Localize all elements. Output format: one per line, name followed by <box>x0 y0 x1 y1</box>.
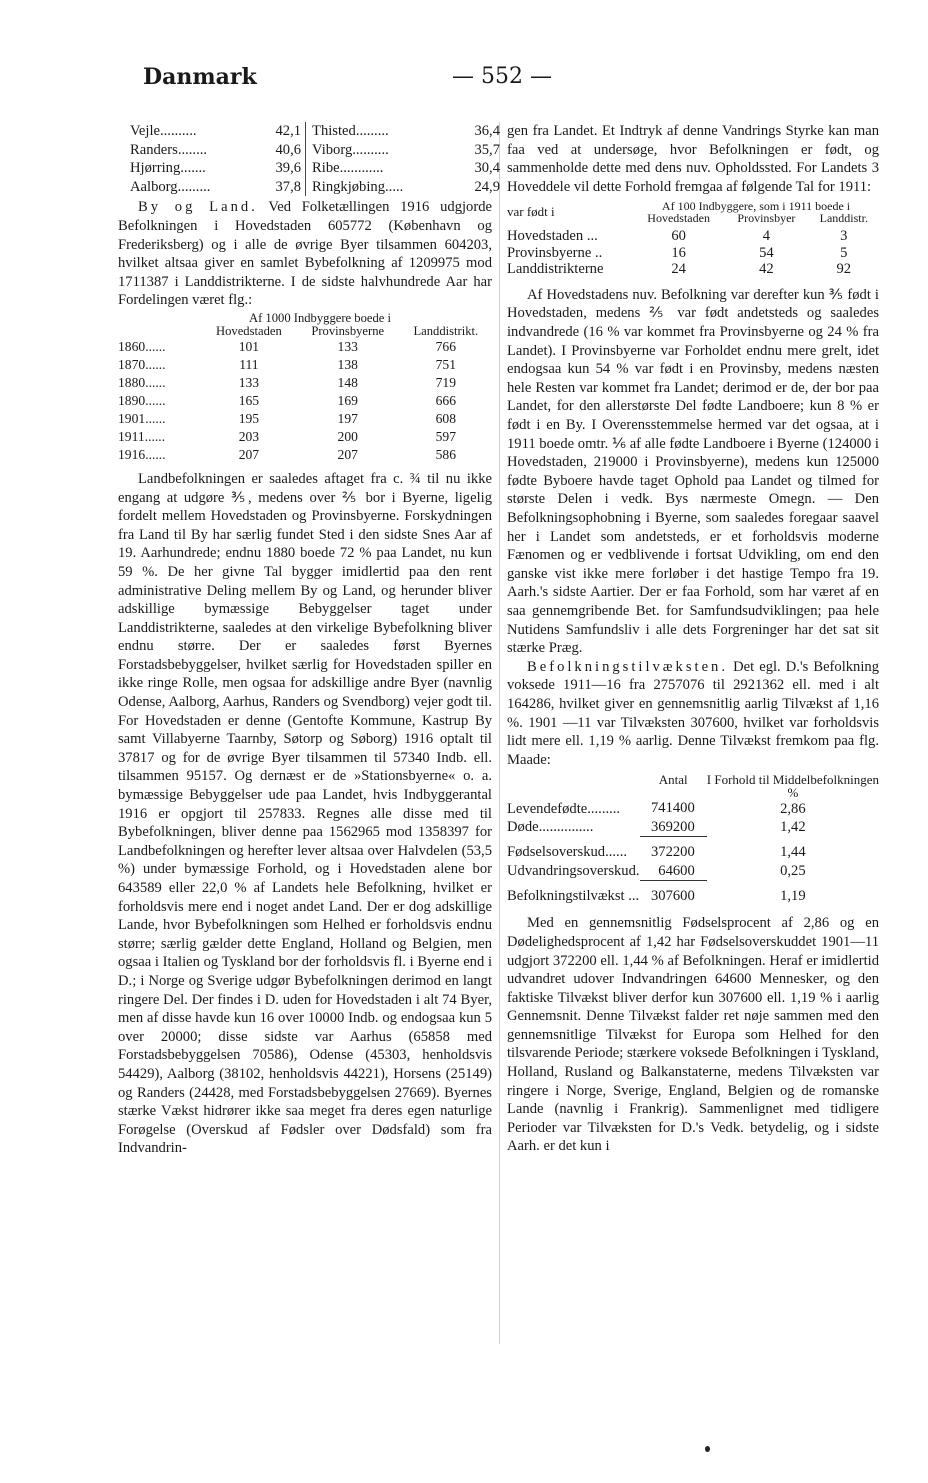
paragraph-hovedstadens: Af Hovedstadens nuv. Befolkning var derefter kun ⅗ født i Hovedstaden, medens ⅖ var født andetsteds og saaledes indvandrede (16 % var kommet fra Provinsbyerne og 24 % fra Landet). I Provinsbyerne var Forholdet endnu mere grelt, idet endogsaa kun 54 % var født i en Provinsby, medens næsten hele Resten var kommet fra Landet; derimod er de, der bor paa Landet, for den allerstørste Del fødte Landboere; kun 8 % er født i en By. I Overensstemmelse hermed var det ogsaa, at i 1911 boede omtr. ⅙ af alle fødte Landboere i Byerne (124000 i Hovedstaden, 219000 i Provinsbyerne), medens kun 125000 fødte Byboere havde taget Ophold paa Landet og tilmed for største Delen i vedk. Bys nærmeste Omegn. — Den Befolkningsophobning i Byerne, som saaledes foregaar saavel her i Landet som andetsteds, er et forholdsvis moderne Fænomen og er vedblivende i fortsat Udvikling, om end den ganske vist ikke mere forløber i det hastige Tempo fra 19. Aarh.'s sidste Aartier. Der er faa Forhold, som har været af en saa gennemgribende Bet. for Samfundsudviklingen; paa hele Nutidens Samfundsliv i alle dets Forgreninger har det sat sit stærke Præg. <box>507 286 879 657</box>
row-label: Provinsbyerne <box>507 244 592 261</box>
table-row <box>130 178 504 197</box>
row-header-label: var født i <box>507 204 555 220</box>
table-row <box>118 338 492 356</box>
table-cell: 111 <box>239 356 259 372</box>
county-name: Ribe <box>312 160 340 177</box>
leader-dots: .......... <box>160 123 197 139</box>
row-label: Fødselsoverskud <box>507 844 606 861</box>
leader-dots: ............... <box>538 819 594 836</box>
page-number: — 552 — <box>452 64 552 89</box>
table-row <box>507 881 879 906</box>
paragraph-fodselsprocent: Med en gennemsnitlig Fødselsprocent af 2,86 og en Dødelighedsprocent af 1,42 har Fødselsoverskuddet 1901—11 udgjort 372200 ell. 1,44 % af Befolkningen. Heraf er imidlertid udvandret udover Indvandringen 64600 Mennesker, og den faktiske Tilvækst bliver derfor kun 307600 ell. 1,19 % i aarlig Gennemsnit. Denne Tilvækst falder ret nøje sammen med den gennemsnitlige Tilvækst for Europa som Helhed for den tilsvarende Periode; stærkere voksede Befolkningen i Tyskland, Holland, Rusland og Balkanstaterne, medens Tilvæksten var ringere i Norge, Sverige, England, Belgien og de romanske Lande (navnlig i Frankrig). Sammenlignet med tidligere Perioder var Tilvæksten for D.'s Vedk. betydelig, og i sidste Aarh. er det kun i <box>507 915 879 1155</box>
table-cell: 1,42 <box>780 819 806 836</box>
leader-dots: ...... <box>145 338 166 354</box>
county-name: Vejle <box>130 123 160 139</box>
column-header: Hovedstaden <box>216 323 282 338</box>
growth-table <box>507 773 879 906</box>
leader-dots: ...... <box>144 428 166 444</box>
leader-dots: . <box>635 863 640 880</box>
county-name: Viborg <box>312 141 353 158</box>
county-value: 30,4 <box>474 160 500 177</box>
leader-dots: ...... <box>145 392 166 408</box>
table-cell: 195 <box>238 410 260 426</box>
column-header: Antal <box>658 772 688 788</box>
table-cell: 64600 <box>640 862 707 881</box>
column-header: Landdistr. <box>819 211 868 226</box>
table-cell: 372200 <box>650 844 695 861</box>
table-cell: 133 <box>238 374 260 390</box>
table-cell: 148 <box>337 374 358 390</box>
table-cell: 207 <box>238 446 260 462</box>
leader-dots: ...... <box>145 356 166 372</box>
table-row <box>507 818 879 837</box>
leader-dots: ....... <box>180 160 206 177</box>
table-cell: 16 <box>671 244 686 261</box>
county-name: Randers <box>130 141 178 158</box>
right-column <box>507 122 879 1156</box>
table-row <box>130 122 504 141</box>
table-cell: 2,86 <box>780 800 806 817</box>
year-label: 1901 <box>118 410 146 426</box>
section-heading: By og Land. <box>138 199 258 216</box>
table-cell: 719 <box>435 374 457 390</box>
row-label: Døde <box>507 819 539 836</box>
table-row <box>507 261 879 278</box>
county-name: Ringkjøbing <box>312 178 386 195</box>
table-row <box>507 862 879 881</box>
table-cell: 3 <box>840 228 848 245</box>
leader-dots: ...... <box>145 410 166 426</box>
table-row <box>507 245 879 262</box>
county-value: 37,8 <box>275 178 302 195</box>
table-row <box>118 374 492 392</box>
table-cell: 200 <box>337 428 358 444</box>
year-label: 1860 <box>118 338 146 354</box>
county-name: Thisted <box>312 123 356 139</box>
leader-dots: ......... <box>355 123 389 139</box>
row-label: Landdistrikterne <box>507 261 604 278</box>
table-cell: 307600 <box>650 888 695 905</box>
table-cell: 92 <box>836 261 852 278</box>
county-value: 42,1 <box>275 123 302 139</box>
table-row <box>118 410 492 428</box>
row-label: Befolkningstilvækst <box>507 888 625 905</box>
leader-dots: ........ <box>177 141 208 158</box>
table-cell: 138 <box>337 356 358 372</box>
table-cell: 369200 <box>640 818 707 837</box>
table-cell: 203 <box>238 428 260 444</box>
paragraph-by-og-land <box>118 198 492 310</box>
table-row <box>118 428 492 446</box>
table-row <box>130 141 504 160</box>
table-row <box>130 159 504 178</box>
table-caption: Af 1000 Indbyggere boede i <box>249 310 391 325</box>
table-cell: 608 <box>435 410 457 426</box>
county-value: 35,7 <box>474 141 500 158</box>
column-header: Hovedstaden <box>647 211 710 226</box>
row-label: Udvandringsoverskud <box>507 863 636 880</box>
paragraph-text: Det egl. D.'s Befolkning voksede 1911—16 fra 2757076 til 2921362 ell. med i alt 164286, hvilket giver en gennemsnitlig aarlig Tilvækst af 1,16 %. 1901 —11 var Tilvæksten 307600, hvilket var forholdsvis lidt mere ell. 1,19 % aarlig. Denne Tilvækst fremkom paa flg. Maade: <box>507 658 879 768</box>
table-caption: Af 100 Indbyggere, som i 1911 boede i <box>661 199 851 214</box>
year-label: 1916 <box>118 446 146 462</box>
column-header: Provinsbyer <box>737 211 796 226</box>
table-cell: 1,19 <box>780 888 806 905</box>
column-header: I Forhold til Middelbefolkningen <box>706 772 879 788</box>
leader-dots: ... <box>586 228 598 245</box>
table-cell: 5 <box>840 244 848 261</box>
county-table <box>130 122 504 196</box>
leader-dots: ..... <box>385 178 404 195</box>
year-label: 1890 <box>118 392 146 408</box>
table-cell: 666 <box>435 392 457 408</box>
ink-dot-mark <box>705 1446 710 1452</box>
year-distribution-table <box>118 312 492 464</box>
table-cell: 165 <box>238 392 260 408</box>
table-row <box>507 837 879 862</box>
year-label: 1870 <box>118 356 146 372</box>
paragraph-continuation: gen fra Landet. Et Indtryk af denne Vandrings Styrke kan man faa ved at undersøge, hvor Befolkningen er født, og sammenholde dette med dens nuv. Opholdssted. For Landets 3 Hoveddele vil dette Forhold fremgaa af følgende Tal for 1911: <box>507 123 879 195</box>
table-cell: 101 <box>238 338 260 354</box>
section-heading: Befolkningstilvæksten. <box>527 658 728 675</box>
table-row <box>118 356 492 374</box>
table-cell: 1,44 <box>780 844 806 861</box>
table-cell: 766 <box>435 338 457 354</box>
table-cell: 4 <box>762 228 771 245</box>
table-cell: 24 <box>671 261 686 278</box>
leader-dots: .......... <box>352 141 389 158</box>
leader-dots: ...... <box>145 374 166 390</box>
table-cell: 597 <box>435 428 457 444</box>
leader-dots: .. <box>594 244 603 261</box>
unit-label: % <box>787 785 799 801</box>
table-cell: 751 <box>435 356 457 372</box>
table-cell: 54 <box>759 244 774 261</box>
county-name: Hjørring <box>130 160 181 177</box>
county-value: 36,4 <box>474 123 500 139</box>
column-header: Provinsbyerne <box>311 323 385 338</box>
year-label: 1911 <box>118 428 145 444</box>
leader-dots: ...... <box>605 844 627 861</box>
paragraph-landbefolkningen: Landbefolkningen er saaledes aftaget fra c. ¾ til nu ikke engang at udgøre ⅗, medens over ⅖ bor i Byerne, ligelig fordelt mellem Hovedstaden og Provinsbyerne. Forskydningen fra Land til By har særlig fundet Sted i den sidste Snes Aar af 19. Aarhundrede; endnu 1880 boede 72 % paa Landet, nu kun 59 %. De her givne Tal bygger imidlertid paa den rent administrative Deling mellem By og Land, og herunder bliver adskillige bymæssige Bebyggelser taget under Landdistrikterne, saaledes at den virkelige Bybefolkning bliver endnu større. Der er saaledes først Byernes Forstadsbebyggelser, hvilket særlig for Hovedstaden spiller en ikke ringe Rolle, men ogsaa for adskillige andre Byer (navnlig Odense, Aalborg, Aarhus, Randers og Svendborg) vejer godt til. For Hovedstaden er denne (Gentofte Kommune, Kastrup By samt Villabyerne Taarnby, Søtorp og Søborg) 1916 optalt til 37817 og for de øvrige Byer tilsammen til 57340 Indb. ell. tilsammen 95157. Og dernæst er de »Stationsbyerne« o. a. bymæssige Bebyggelser ude paa Landet, hvis Indbyggerantal 1916 er opgjort til 257833. Regnes alle disse med til Bybefolkningen, bliver denne paa 1562965 mod 1358397 for Landbefolkningen og herefter lever altsaa over Halvdelen (53,5 %) under bymæssige Forhold, og i Hovedstaden alene bor 643589 eller 22,0 % af Landets hele Befolkning, hvilket er forholdsvis mere end i noget andet Land. Der er dog adskillige Lande, hvor Bybefolkningen som Helhed er forholdsvis endnu større; særlig gælder dette England, Holland og Belgien, men ogsaa i Italien og Tyskland bor der forholdsvis fl. i Byerne end i D.; i Norge og Sverige udgør Bybefolkningen derimod en langt ringere Del. Der findes i D. uden for Hovedstaden i alt 74 Byer, men af disse havde kun 16 over 10000 Indb. og endogsaa kun 5 over 20000; disse sidste var Aarhus (65858 med Forstadsbebyggelsen 70586), Odense (45303, henholdsvis 54429), Aalborg (38102, henholdsvis 44221), Horsens (25149) og Randers (24428, med Forstadsbebyggelsen 27669). Byernes stærke Vækst hidrører ikke saa meget fra deres egen naturlige Forøgelse (Overskud af Fødsler over Dødsfald) som fra Indvandrin- <box>118 470 492 1157</box>
table-row <box>118 446 492 464</box>
table-row <box>118 392 492 410</box>
table-cell: 42 <box>759 261 774 278</box>
table-cell: 60 <box>671 228 686 245</box>
left-column <box>118 122 500 1158</box>
table-cell: 741400 <box>650 800 695 817</box>
paragraph-text: Ved Folketællingen 1916 udgjorde Befolkningen i Hovedstaden 605772 (København og Frederiksberg) og i alle de øvrige Byer tilsammen 604203, hvilket altsaa giver en samlet Bybefolkning af 1209975 mod 1711387 i Landdistrikterne. I de sidste halvhundrede Aar har Fordelingen været flg.: <box>118 199 492 309</box>
column-divider <box>499 122 500 1344</box>
leader-dots: ...... <box>145 446 166 462</box>
county-value: 24,9 <box>474 178 500 195</box>
leader-dots: ... <box>628 888 640 905</box>
table-cell: 207 <box>337 446 358 462</box>
county-value: 40,6 <box>275 141 302 158</box>
row-label: Levendefødte <box>507 800 588 817</box>
table-cell: 169 <box>337 392 358 408</box>
table-row <box>507 228 879 245</box>
table-cell: 197 <box>337 410 358 426</box>
leader-dots: ......... <box>587 800 621 817</box>
county-name: Aalborg <box>130 178 178 195</box>
table-row <box>507 799 879 818</box>
row-label: Hovedstaden <box>507 228 584 245</box>
table-cell: 0,25 <box>780 863 806 880</box>
year-label: 1880 <box>118 374 146 390</box>
county-value: 39,6 <box>275 160 302 177</box>
page-header-country: Danmark <box>143 64 257 90</box>
leader-dots: ............ <box>339 160 384 177</box>
table-cell: 133 <box>337 338 358 354</box>
paragraph-befolkningstilvaekst <box>507 658 879 770</box>
column-header: Landdistrikt. <box>413 323 479 338</box>
table-cell: 586 <box>435 446 457 462</box>
birthplace-table <box>507 200 879 278</box>
leader-dots: ......... <box>177 178 211 195</box>
